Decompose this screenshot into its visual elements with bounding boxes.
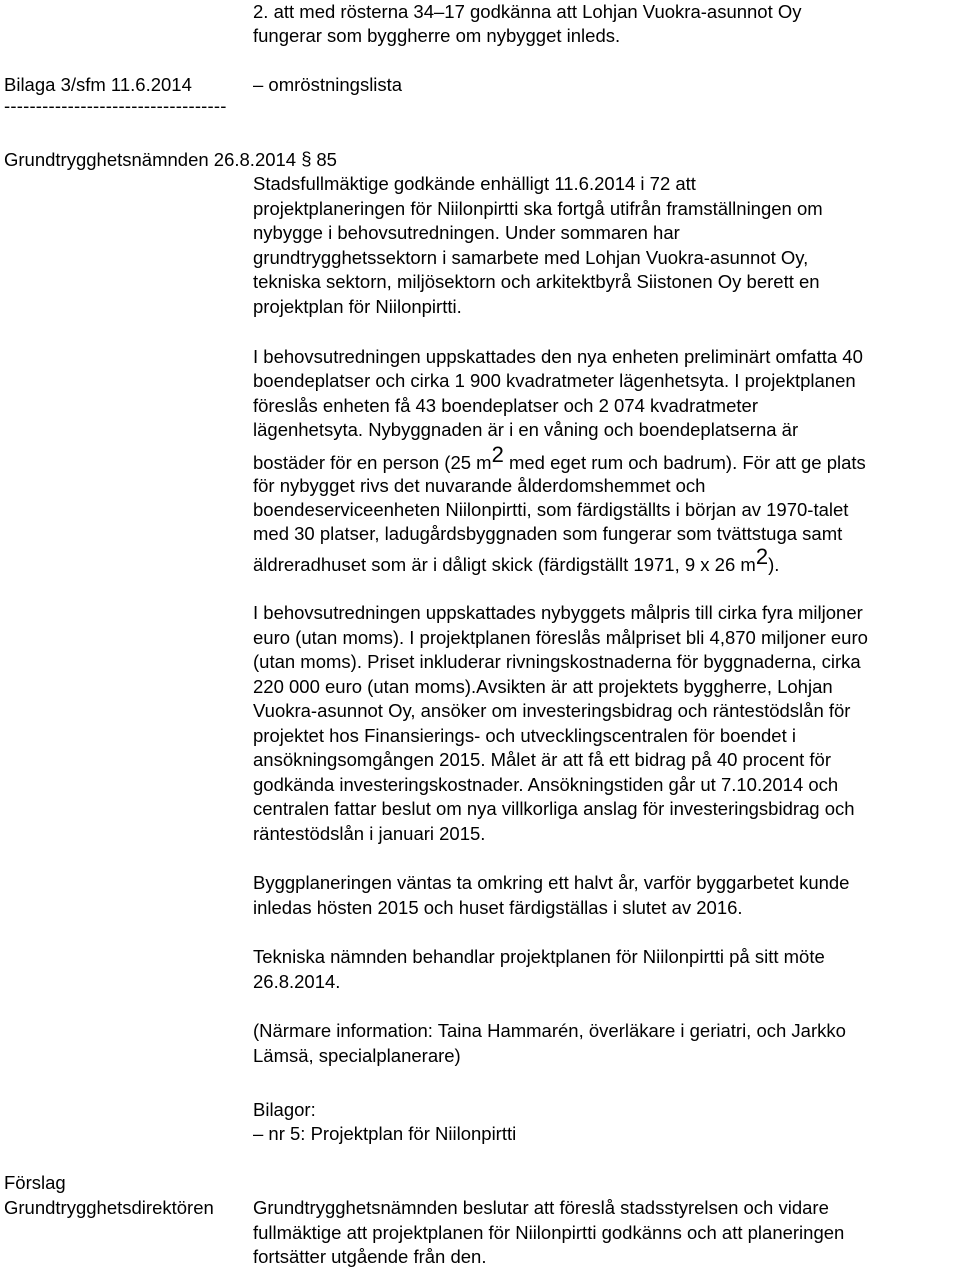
paragraph-line	[253, 544, 780, 578]
decision-item-2-line2: fungerar som byggherre om nybygget inleds.	[253, 25, 621, 46]
superscript: 2	[755, 544, 769, 569]
paragraph-line: Tekniska nämnden behandlar projektplanen för Niilonpirtti på sitt möte	[253, 946, 825, 967]
paragraph-line: (Närmare information: Taina Hammarén, överläkare i geriatri, och Jarkko	[253, 1020, 846, 1041]
paragraph-6	[253, 1019, 953, 1068]
paragraph-4	[253, 871, 953, 920]
paragraph-line: Byggplaneringen väntas ta omkring ett halvt år, varför byggarbetet kunde	[253, 872, 850, 893]
paragraph-line: projektplaneringen för Niilonpirtti ska fortgå utifrån framställningen om	[253, 197, 823, 219]
paragraph-line: (utan moms). Priset inkluderar rivningskostnaderna för byggnaderna, cirka	[253, 651, 861, 672]
paragraph-line: projektet hos Finansierings- och utvecklingscentralen för boendet i	[253, 724, 796, 746]
separator-rule: -----------------------------------	[4, 95, 227, 116]
appendix-label: Bilaga 3/sfm 11.6.2014	[4, 74, 192, 95]
paragraph-3	[253, 601, 953, 846]
paragraph-line: tekniska sektorn, miljösektorn och arkitektbyrå Siistonen Oy berett en	[253, 271, 820, 292]
paragraph-line: räntestödslån i januari 2015.	[253, 822, 486, 844]
paragraph-line: boendeplatser och cirka 1 900 kvadratmeter lägenhetsyta. I projektplanen	[253, 370, 856, 391]
paragraph-line: föreslås enheten få 43 boendeplatser och 2 074 kvadratmeter	[253, 395, 758, 416]
text-span: bostäder för en person (25 m	[253, 452, 492, 473]
text-span: ).	[768, 554, 780, 575]
attachments-label: Bilagor:	[253, 1099, 316, 1120]
superscript: 2	[491, 442, 504, 467]
paragraph-line: för nybygget rivs det nuvarande ålderdomshemmet och	[253, 475, 706, 496]
paragraph-line: boendeserviceenheten Niilonpirtti, som färdigställts i början av 1970-talet	[253, 499, 849, 520]
attachment-item: – nr 5: Projektplan för Niilonpirtti	[253, 1123, 517, 1144]
paragraph-line: projektplan för Niilonpirtti.	[253, 295, 462, 317]
proposal-proposer: Grundtrygghetsdirektören	[4, 1197, 214, 1218]
paragraph-line: nybygge i behovsutredningen. Under sommaren har	[253, 222, 680, 243]
paragraph-line: 220 000 euro (utan moms).Avsikten är att projektets byggherre, Lohjan	[253, 675, 833, 697]
paragraph-line: ansökningsomgången 2015. Målet är att få ett bidrag på 40 procent för	[253, 749, 831, 770]
text-span: med eget rum och badrum). För att ge plats	[503, 452, 866, 473]
proposal-text	[253, 1196, 953, 1270]
paragraph-line: I behovsutredningen uppskattades nybyggets målpris till cirka fyra miljoner	[253, 602, 863, 623]
paragraph-line: Grundtrygghetsnämnden beslutar att föreslå stadsstyrelsen och vidare	[253, 1197, 829, 1218]
paragraph-line: inledas hösten 2015 och huset färdigställas i slutet av 2016.	[253, 896, 743, 918]
section-sign-icon: §	[301, 148, 312, 169]
decision-item-2-line1: 2. att med rösterna 34–17 godkänna att Lohjan Vuokra-asunnot Oy	[253, 1, 802, 22]
paragraph-1	[253, 172, 953, 319]
appendix-title: – omröstningslista	[253, 74, 403, 95]
paragraph-line: med 30 platser, ladugårdsbyggnaden som fungerar som tvättstuga samt	[253, 523, 843, 544]
paragraph-line: lägenhetsyta. Nybyggnaden är i en våning och boendeplatserna är	[253, 419, 799, 440]
paragraph-line: fullmäktige att projektplanen för Niilonpirtti godkänns och att planeringen	[253, 1221, 845, 1243]
paragraph-line: 26.8.2014.	[253, 970, 341, 992]
paragraph-line: grundtrygghetssektorn i samarbete med Lohjan Vuokra-asunnot Oy,	[253, 246, 809, 268]
paragraph-line: fortsätter utgående från den.	[253, 1246, 487, 1267]
paragraph-line: godkända investeringskostnader. Ansökningstiden går ut 7.10.2014 och	[253, 773, 839, 795]
paragraph-line: Stadsfullmäktige godkände enhälligt 11.6.2014 i 72 att	[253, 173, 696, 194]
meeting-section: 85	[316, 149, 337, 170]
paragraph-5	[253, 945, 953, 994]
meeting-heading	[4, 148, 337, 173]
meeting-body: Grundtrygghetsnämnden 26.8.2014	[4, 149, 297, 170]
proposal-heading: Förslag	[4, 1172, 66, 1193]
text-span: äldreradhuset som är i dåligt skick (färdigställt 1971, 9 x 26 m	[253, 554, 756, 575]
paragraph-line: Vuokra-asunnot Oy, ansöker om investeringsbidrag och räntestödslån för	[253, 700, 851, 721]
paragraph-line: I behovsutredningen uppskattades den nya enheten preliminärt omfatta 40	[253, 346, 863, 367]
paragraph-line: centralen fattar beslut om nya villkorliga anslag för investeringsbidrag och	[253, 798, 855, 819]
paragraph-line	[253, 442, 866, 476]
paragraph-line: euro (utan moms). I projektplanen föreslås målpriset bli 4,870 miljoner euro	[253, 626, 868, 648]
paragraph-line: Lämsä, specialplanerare)	[253, 1044, 461, 1066]
